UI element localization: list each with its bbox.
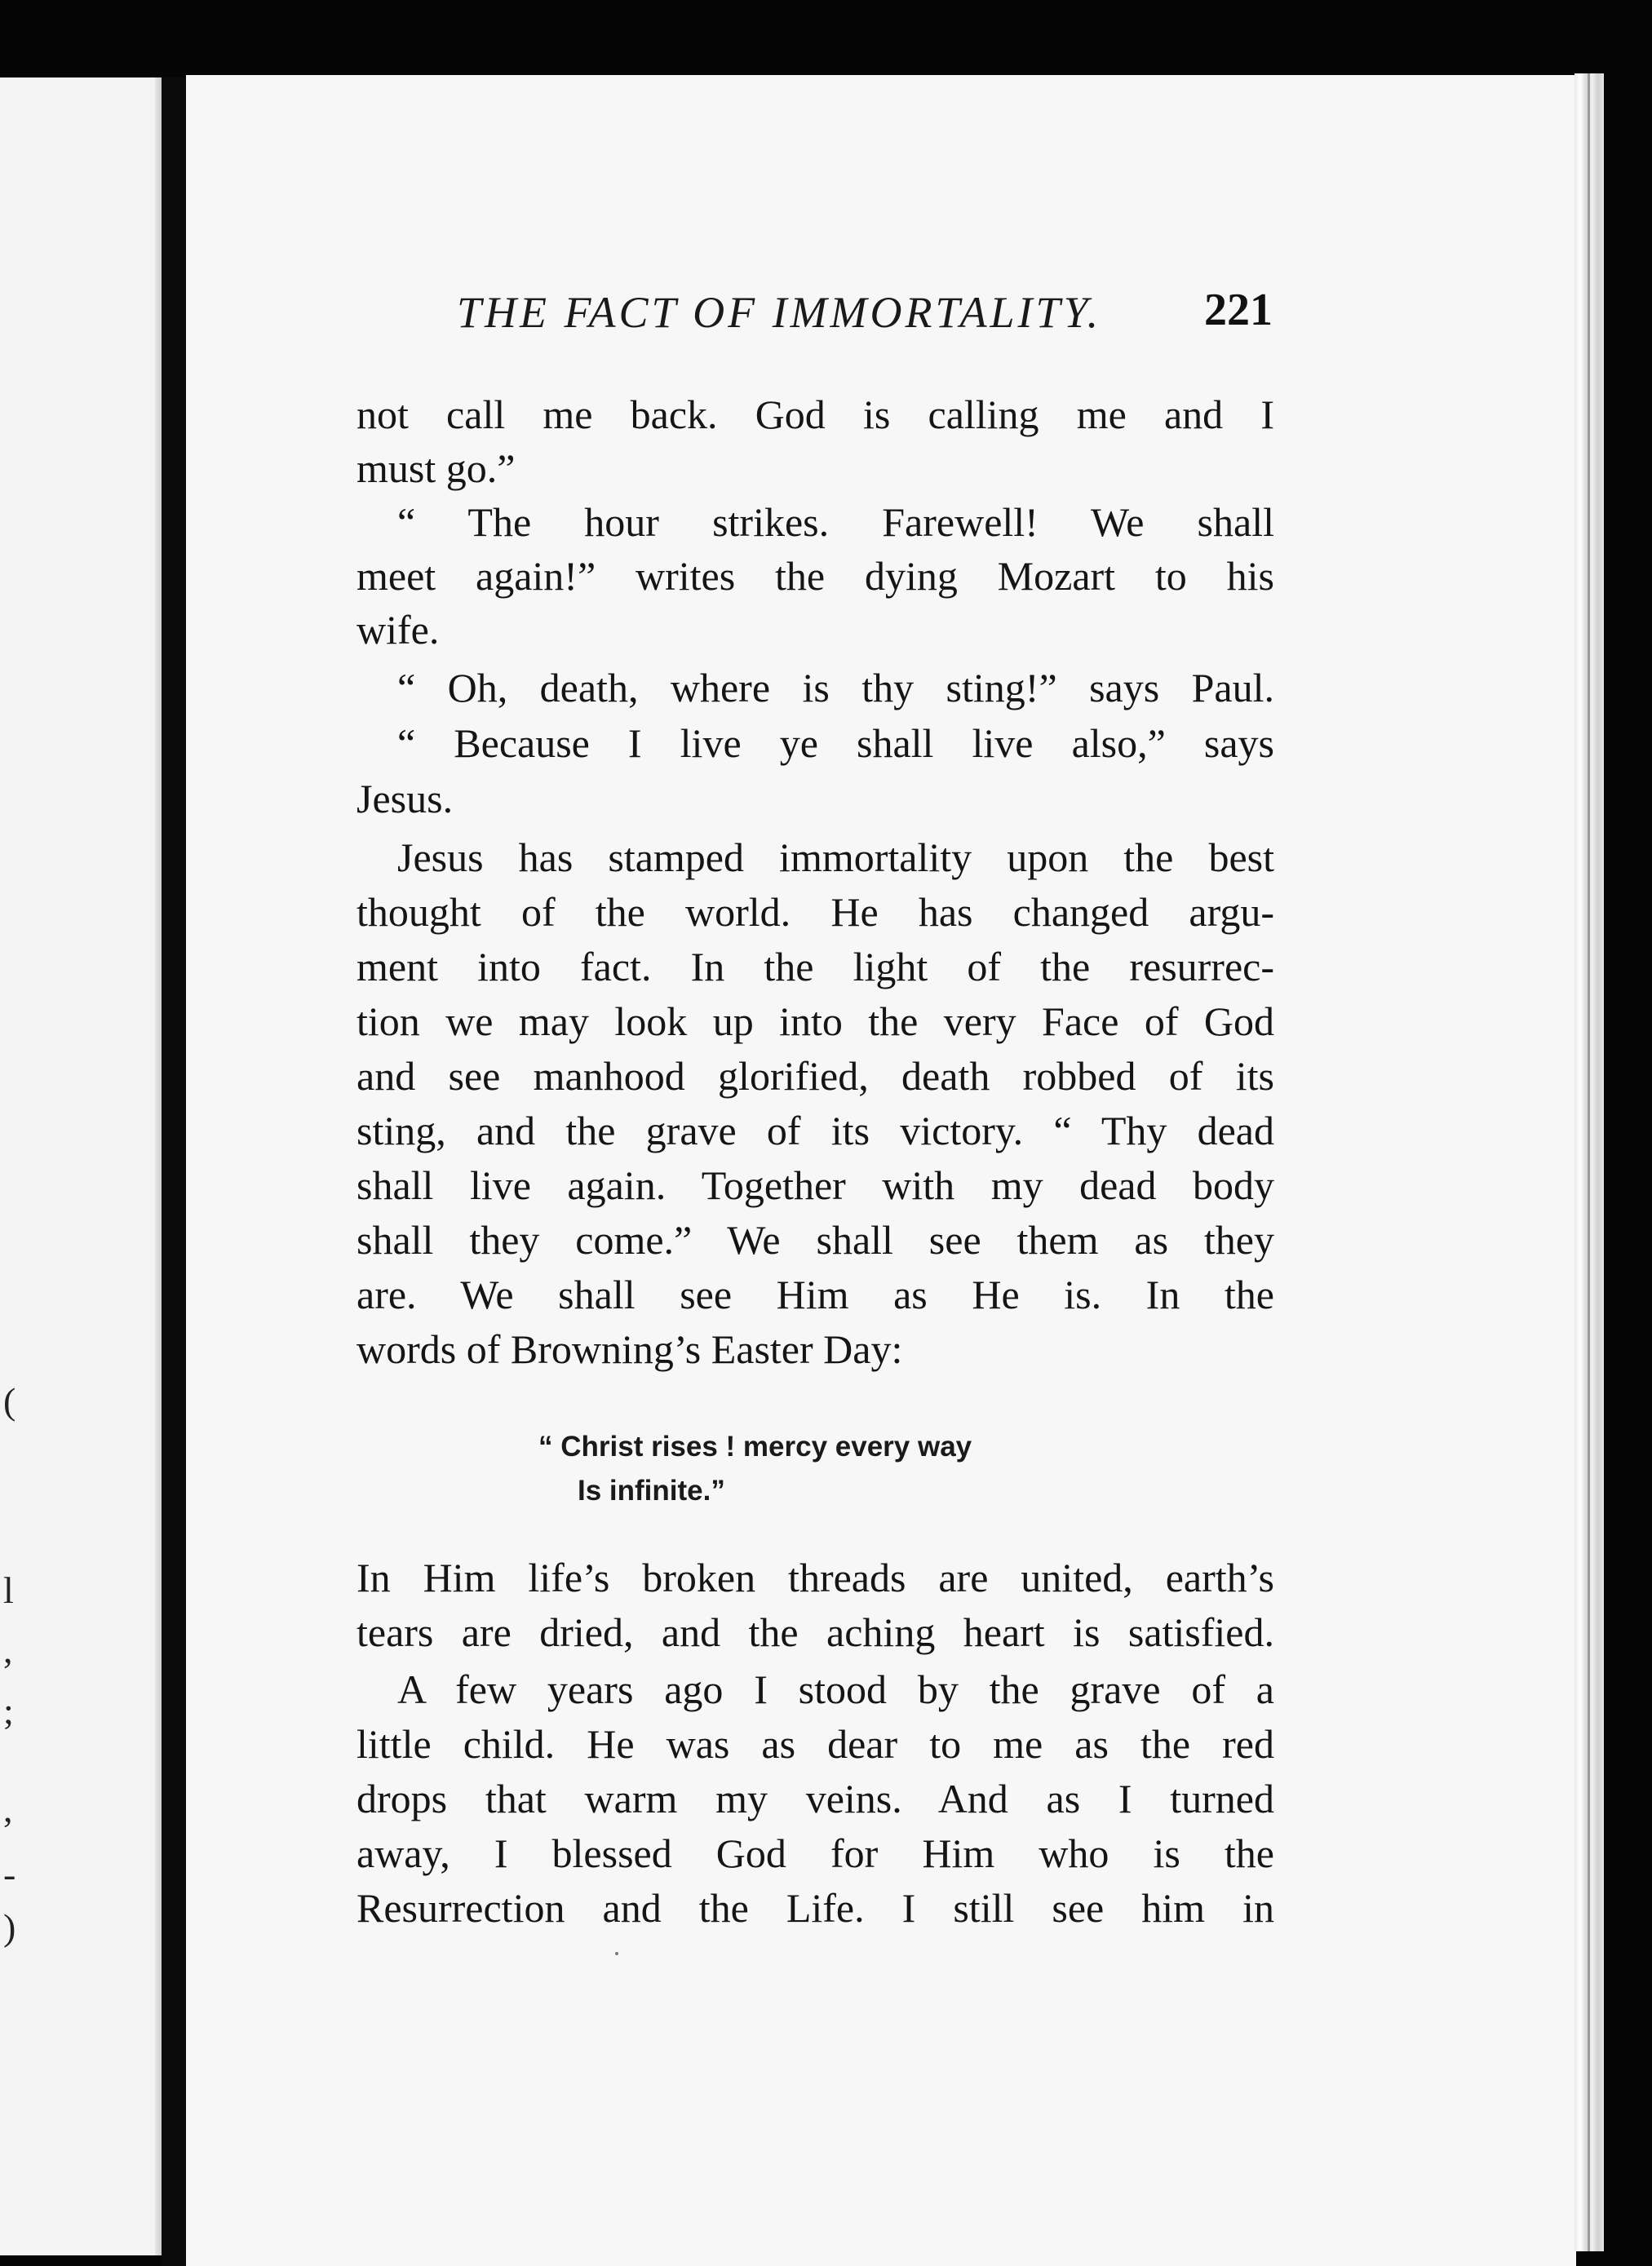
text-line: ment into fact. In the light of the resurrec-: [357, 944, 1274, 989]
running-head: [457, 287, 1273, 344]
text-line: tears are dried, and the aching heart is satisfied.: [357, 1609, 1274, 1655]
text-line: and see manhood glorified, death robbed of its: [357, 1053, 1274, 1099]
text-line: In Him life’s broken threads are united, earth’s: [357, 1555, 1274, 1600]
text-line: must go.”: [357, 445, 516, 491]
facing-page-glyph: ,: [3, 1788, 13, 1830]
text-line: “ Oh, death, where is thy sting!” says Paul.: [397, 665, 1274, 710]
verse-line: Is infinite.”: [578, 1475, 725, 1507]
text-line: wife.: [357, 607, 440, 653]
verse-line: “ Christ rises ! mercy every way: [538, 1431, 972, 1463]
text-line: Jesus.: [357, 776, 454, 821]
text-line: Jesus has stamped immortality upon the best: [397, 834, 1274, 880]
book-gutter: [162, 77, 188, 2266]
text-line: not call me back. God is calling me and I: [357, 392, 1274, 437]
running-head-title: THE FACT OF IMMORTALITY.: [457, 288, 1102, 337]
text-line: tion we may look up into the very Face of God: [357, 998, 1274, 1044]
facing-page-edge: [0, 77, 162, 2255]
paper-speck: [615, 1952, 618, 1955]
text-line: drops that warm my veins. And as I turned: [357, 1776, 1274, 1821]
text-line: are. We shall see Him as He is. In the: [357, 1272, 1274, 1317]
text-line: A few years ago I stood by the grave of a: [397, 1666, 1274, 1712]
facing-page-glyph: -: [3, 1853, 16, 1895]
text-line: Resurrection and the Life. I still see him in: [357, 1885, 1274, 1931]
text-line: away, I blessed God for Him who is the: [357, 1830, 1274, 1876]
text-line: little child. He was as dear to me as the red: [357, 1721, 1274, 1767]
text-line: words of Browning’s Easter Day:: [357, 1326, 903, 1372]
text-line: meet again!” writes the dying Mozart to his: [357, 553, 1274, 599]
text-line: shall live again. Together with my dead body: [357, 1162, 1274, 1208]
text-line: thought of the world. He has changed argu-: [357, 889, 1274, 935]
text-line: “ The hour strikes. Farewell! We shall: [397, 499, 1274, 545]
facing-page-glyph: l: [3, 1569, 14, 1611]
page-stack-edge: [1574, 73, 1604, 2251]
facing-page-glyph: ,: [3, 1629, 13, 1671]
facing-page-glyph: ): [3, 1906, 16, 1948]
page-number: 221: [1204, 285, 1273, 335]
text-line: “ Because I live ye shall live also,” says: [397, 720, 1274, 766]
page-edge-line: [1588, 73, 1590, 2251]
text-line: sting, and the grave of its victory. “ Thy dead: [357, 1108, 1274, 1153]
facing-page-shadow: [155, 77, 162, 2255]
text-line: shall they come.” We shall see them as they: [357, 1217, 1274, 1263]
facing-page-glyph: (: [3, 1380, 16, 1422]
facing-page-glyph: ;: [3, 1690, 14, 1732]
